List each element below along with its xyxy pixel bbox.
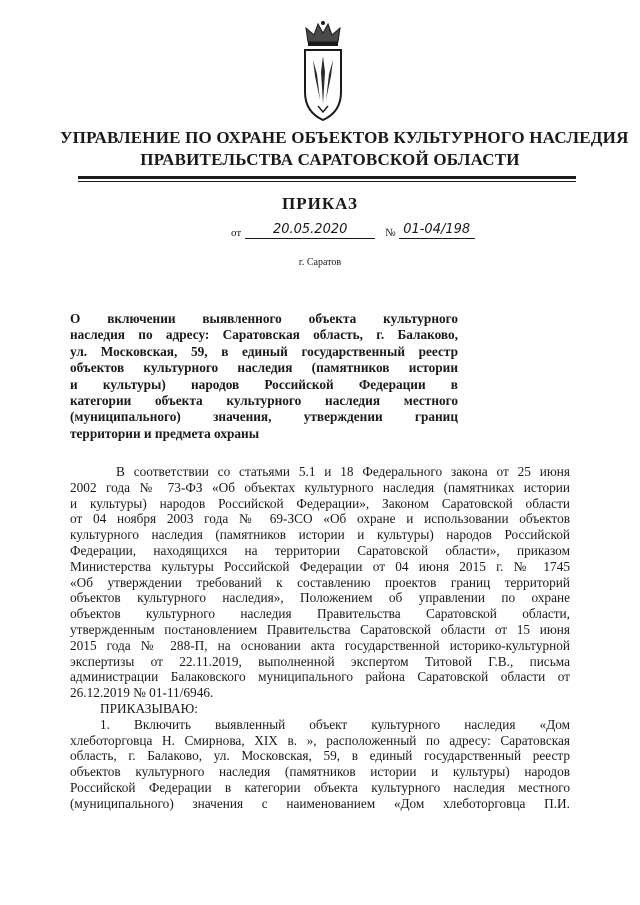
body-line: 26.12.2019 № 01-11/6946. bbox=[70, 685, 214, 701]
body-line: Министерства культуры Российской Федерации от 04 июня 2015 г. № 1745 bbox=[70, 558, 570, 574]
number-prefix: № bbox=[385, 227, 396, 239]
header-rule-thin bbox=[78, 181, 576, 182]
body-line: «Об утверждении требований к составлению проектов границ территорий bbox=[70, 574, 570, 590]
header-rule-thick bbox=[78, 176, 576, 179]
item-line: (муниципального) значения с наименованием «Дом хлеботорговца П.И. bbox=[70, 795, 570, 811]
subject-line: наследия по адресу: Саратовская область, г. Балаково, bbox=[70, 327, 458, 343]
subject-line: территории и предмета охраны bbox=[70, 425, 260, 441]
issue-city: г. Саратов bbox=[298, 257, 342, 268]
body-line: В соответствии со статьями 5.1 и 18 Федерального закона от 25 июня bbox=[116, 464, 570, 479]
body-line: объектов культурного наследия», Положением об управлении по охране bbox=[70, 590, 570, 606]
order-subject bbox=[70, 311, 458, 442]
subject-line: (муниципального) значения, утверждении границ bbox=[70, 409, 458, 425]
body-line: Федерации, находящихся на территории Саратовской области», приказом bbox=[70, 542, 570, 558]
saratov-coat-of-arms-icon bbox=[300, 20, 346, 124]
subject-line: объектов культурного наследия (памятников истории bbox=[70, 360, 458, 376]
body-line: от 04 ноября 2003 года № 69-ЗСО «Об охране и использовании объектов bbox=[70, 511, 570, 527]
body-line: культурного наследия (памятников истории и культуры) народов Российской bbox=[70, 527, 570, 543]
item-line: 1. Включить выявленный объект культурного наследия «Дом bbox=[100, 716, 570, 732]
document-title: ПРИКАЗ bbox=[282, 194, 358, 213]
item-line: область, г. Балаково, ул. Московская, 59, в единый государственный реестр bbox=[70, 748, 570, 764]
body-line: экспертизы от 22.11.2019, выполненной экспертом Титовой Г.В., письма bbox=[70, 653, 570, 669]
order-number: 01-04/198 bbox=[399, 222, 475, 239]
organization-name-line2: ПРАВИТЕЛЬСТВА САРАТОВСКОЙ ОБЛАСТИ bbox=[140, 150, 520, 169]
item-line: Российской Федерации в категории объекта культурного наследия местного bbox=[70, 779, 570, 795]
order-word: ПРИКАЗЫВАЮ: bbox=[100, 700, 198, 716]
order-date-number-line bbox=[231, 222, 475, 239]
body-line: 2015 года № 288-П, на основании акта государственной историко-культурной bbox=[70, 637, 570, 653]
body-line: объектов культурного наследия Правительства Саратовской области, bbox=[70, 606, 570, 622]
body-line: и культуры) народов Российской Федерации», Законом Саратовской области bbox=[70, 495, 570, 511]
order-date: 20.05.2020 bbox=[245, 222, 375, 239]
subject-line: ул. Московская, 59, в единый государственный реестр bbox=[70, 343, 458, 359]
date-prefix: от bbox=[231, 227, 242, 239]
order-body bbox=[70, 464, 570, 812]
subject-line: категории объекта культурного наследия местного bbox=[70, 393, 458, 409]
item-line: хлеботорговца Н. Смирнова, XIX в. », расположенный по адресу: Саратовская bbox=[70, 732, 570, 748]
body-line: 2002 года № 73-ФЗ «Об объектах культурного наследия (памятниках истории bbox=[70, 479, 570, 495]
item-line: объектов культурного наследия (памятников истории и культуры) народов bbox=[70, 764, 570, 780]
subject-line: и культуры) народов Российской Федерации в bbox=[70, 376, 458, 392]
body-line: утвержденным постановлением Правительства Саратовской области от 15 июня bbox=[70, 621, 570, 637]
organization-name-line1: УПРАВЛЕНИЕ ПО ОХРАНЕ ОБЪЕКТОВ КУЛЬТУРНОГО НАСЛЕДИЯ bbox=[60, 128, 629, 147]
body-line: администрации Балаковского муниципального района Саратовской области от bbox=[70, 669, 570, 685]
subject-line: О включении выявленного объекта культурного bbox=[70, 311, 458, 326]
